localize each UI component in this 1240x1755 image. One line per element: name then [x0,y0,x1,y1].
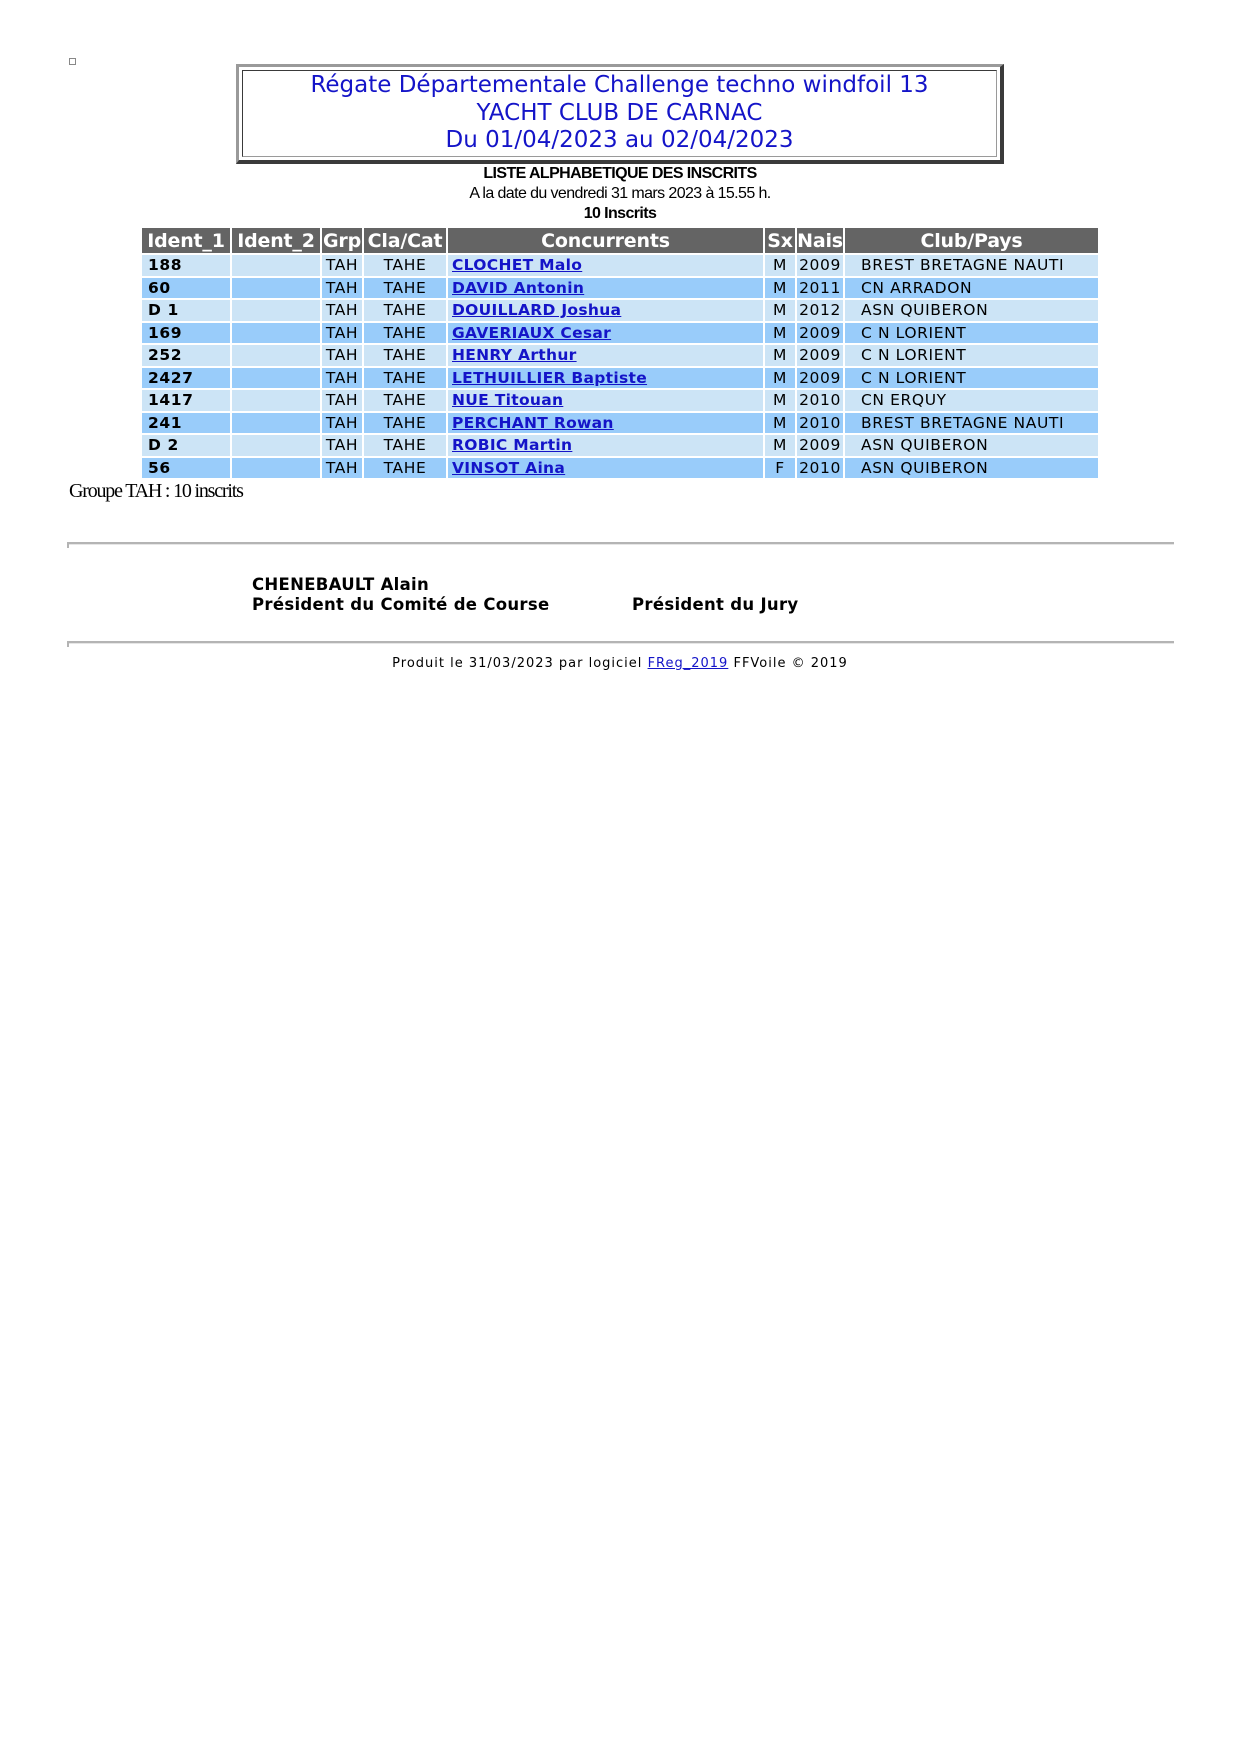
registrant-count: 10 Inscrits [583,205,657,222]
cell-grp: TAH [322,435,362,456]
col-header-ident1: Ident_1 [142,228,230,253]
cell-nais: 2009 [797,255,843,276]
cell-cla-cat: TAHE [364,435,446,456]
event-title-inner [242,70,997,157]
cell-concurrent [448,255,763,276]
footer-prefix: Produit le 31/03/2023 par logiciel [392,656,643,671]
event-club: YACHT CLUB DE CARNAC [476,99,763,126]
list-heading: LISTE ALPHABETIQUE DES INSCRITS [483,165,757,182]
divider-top [69,542,1174,545]
cell-ident2 [232,390,320,411]
cell-sx: M [765,345,795,366]
cell-sx: M [765,300,795,321]
table-header-row [142,228,1098,253]
cell-grp: TAH [322,300,362,321]
cell-ident1: 169 [142,323,230,344]
cell-club: C N LORIENT [845,323,1098,344]
cell-concurrent [448,368,763,389]
cell-grp: TAH [322,413,362,434]
col-header-ident2: Ident_2 [232,228,320,253]
concurrent-link[interactable]: ROBIC Martin [452,436,573,455]
col-header-grp: Grp [323,229,361,252]
cell-concurrent [448,413,763,434]
table-row [142,458,1098,479]
table-row [142,255,1098,276]
cell-concurrent [448,458,763,479]
cell-club: CN ARRADON [845,278,1098,299]
cell-nais: 2009 [797,323,843,344]
cell-grp: TAH [322,368,362,389]
table-row [142,390,1098,411]
cell-grp: TAH [322,323,362,344]
corner-marker [69,58,76,65]
cell-sx: M [765,390,795,411]
group-summary: Groupe TAH : 10 inscrits [69,480,243,502]
event-dates: Du 01/04/2023 au 02/04/2023 [445,127,794,153]
col-header-cla-cat: Cla/Cat [364,228,446,253]
table-row [142,323,1098,344]
col-header-club: Club/Pays [845,228,1098,253]
cell-ident1: D 2 [142,435,230,456]
cell-club: BREST BRETAGNE NAUTI [845,255,1098,276]
col-header-nais: Nais [797,229,843,252]
cell-nais: 2011 [797,278,843,299]
concurrent-link[interactable]: DAVID Antonin [452,278,585,297]
cell-cla-cat: TAHE [364,413,446,434]
cell-ident1: 188 [142,255,230,276]
cell-cla-cat: TAHE [364,323,446,344]
cell-ident1: 60 [142,278,230,299]
cell-concurrent [448,323,763,344]
concurrent-link[interactable]: DOUILLARD Joshua [452,301,622,320]
cell-nais: 2009 [797,435,843,456]
table-row [142,368,1098,389]
cell-cla-cat: TAHE [364,300,446,321]
cell-ident1: 241 [142,413,230,434]
cell-concurrent [448,300,763,321]
cell-club: CN ERQUY [845,390,1098,411]
list-as-of-date: A la date du vendredi 31 mars 2023 à 15.55 h. [469,185,771,202]
cell-nais: 2009 [797,345,843,366]
cell-club: ASN QUIBERON [845,435,1098,456]
jury-president-title: Président du Jury [632,595,799,614]
race-officer-name: CHENEBAULT Alain [252,575,430,594]
race-officer-title: Président du Comité de Course [252,595,550,614]
cell-cla-cat: TAHE [364,345,446,366]
cell-sx: M [765,413,795,434]
table-row [142,413,1098,434]
cell-club: C N LORIENT [845,345,1098,366]
col-header-sx: Sx [765,228,795,253]
cell-ident1: 252 [142,345,230,366]
footer-credit [0,656,1240,671]
cell-cla-cat: TAHE [364,390,446,411]
registrants-table [140,226,1100,480]
cell-sx: M [765,368,795,389]
cell-sx: M [765,435,795,456]
table-row [142,435,1098,456]
cell-grp: TAH [322,390,362,411]
cell-grp: TAH [322,278,362,299]
cell-cla-cat: TAHE [364,255,446,276]
concurrent-link[interactable]: VINSOT Aina [452,458,566,477]
concurrent-link[interactable]: HENRY Arthur [452,346,577,365]
cell-ident1: D 1 [142,300,230,321]
cell-ident2 [232,300,320,321]
cell-club: ASN QUIBERON [845,458,1098,479]
cell-ident2 [232,368,320,389]
cell-ident2 [232,278,320,299]
cell-grp: TAH [322,255,362,276]
concurrent-link[interactable]: PERCHANT Rowan [452,413,614,432]
cell-ident1: 2427 [142,368,230,389]
cell-ident2 [232,323,320,344]
divider-bottom [69,641,1174,644]
table-row [142,300,1098,321]
concurrent-link[interactable]: LETHUILLIER Baptiste [452,368,648,387]
concurrent-link[interactable]: NUE Titouan [452,391,564,410]
col-header-concurrents: Concurrents [448,228,763,253]
cell-concurrent [448,345,763,366]
cell-concurrent [448,435,763,456]
cell-nais: 2010 [797,413,843,434]
cell-ident1: 56 [142,458,230,479]
freg-link[interactable]: FReg_2019 [647,656,729,671]
cell-club: BREST BRETAGNE NAUTI [845,413,1098,434]
footer-suffix: FFVoile © 2019 [733,656,848,671]
cell-cla-cat: TAHE [364,458,446,479]
cell-ident2 [232,458,320,479]
concurrent-link[interactable]: GAVERIAUX Cesar [452,323,612,342]
cell-nais: 2010 [797,390,843,411]
cell-grp: TAH [322,458,362,479]
cell-ident2 [232,345,320,366]
cell-concurrent [448,278,763,299]
cell-cla-cat: TAHE [364,278,446,299]
cell-sx: M [765,278,795,299]
cell-club: C N LORIENT [845,368,1098,389]
cell-ident1: 1417 [142,390,230,411]
cell-nais: 2009 [797,368,843,389]
cell-cla-cat: TAHE [364,368,446,389]
cell-grp: TAH [322,345,362,366]
cell-sx: M [765,323,795,344]
concurrent-link[interactable]: CLOCHET Malo [452,256,583,275]
event-title-box [236,64,1004,164]
cell-concurrent [448,390,763,411]
table-row [142,278,1098,299]
cell-sx: F [765,458,795,479]
cell-nais: 2012 [797,300,843,321]
event-title: Régate Départementale Challenge techno windfoil 13 [310,72,929,98]
cell-club: ASN QUIBERON [845,300,1098,321]
cell-ident2 [232,413,320,434]
cell-ident2 [232,255,320,276]
cell-nais: 2010 [797,458,843,479]
cell-sx: M [765,255,795,276]
table-row [142,345,1098,366]
cell-ident2 [232,435,320,456]
